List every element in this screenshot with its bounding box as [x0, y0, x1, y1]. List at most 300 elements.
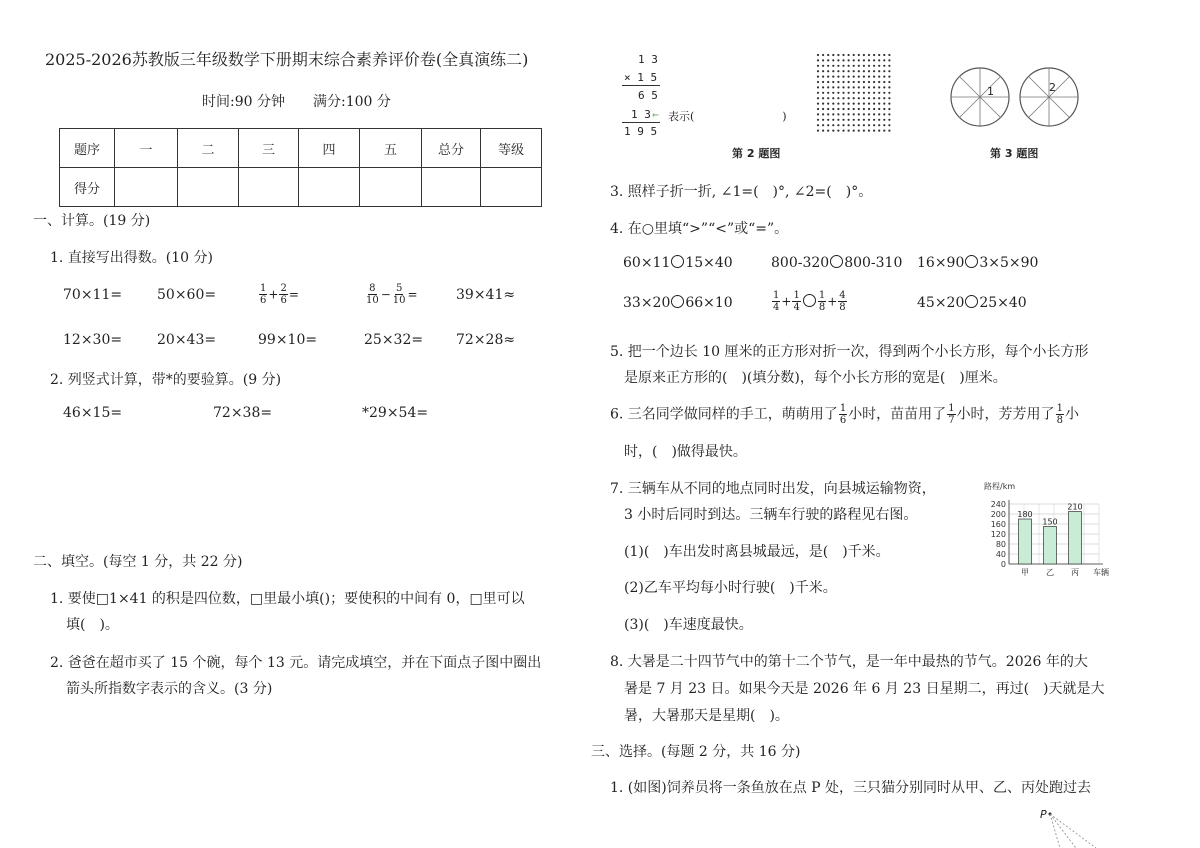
calc-item-fraction-sum: $\frac{1}{6}$ + $\frac{2}{6}$ = — [260, 283, 299, 306]
grid-dot — [888, 70, 890, 72]
grid-dot — [873, 130, 875, 132]
y-tick-label: 160 — [990, 520, 1006, 529]
grid-dot — [853, 65, 855, 67]
score-cell[interactable] — [299, 168, 360, 207]
arrow-annotation: 表示( ) — [668, 110, 787, 123]
grid-dot — [888, 59, 890, 61]
score-cell[interactable] — [481, 168, 542, 207]
part1-title: 一、计算。(19 分) — [33, 213, 151, 229]
score-table — [59, 128, 542, 207]
grid-dot — [832, 103, 834, 105]
question-7-sub1: (1)( )车出发时离县城最远，是( )千米。 — [624, 544, 890, 560]
grid-dot — [873, 124, 875, 126]
grid-dot — [848, 108, 850, 110]
grid-dot — [822, 70, 824, 72]
grid-dot — [873, 54, 875, 56]
grid-dot — [837, 113, 839, 115]
grid-dot — [832, 81, 834, 83]
grid-dot — [873, 59, 875, 61]
grid-dot — [842, 103, 844, 105]
grid-dot — [853, 76, 855, 78]
grid-dot — [842, 130, 844, 132]
grid-dot — [878, 97, 880, 99]
grid-dot — [888, 108, 890, 110]
grid-dot — [863, 108, 865, 110]
grid-dot — [837, 59, 839, 61]
grid-dot — [837, 76, 839, 78]
grid-dot — [868, 119, 870, 121]
grid-dot — [853, 81, 855, 83]
grid-dot — [883, 92, 885, 94]
grid-dot — [822, 119, 824, 121]
grid-dot — [868, 97, 870, 99]
grid-dot — [873, 81, 875, 83]
distance-bar-chart — [983, 480, 1113, 578]
grid-dot — [832, 119, 834, 121]
grid-dot — [817, 119, 819, 121]
grid-dot — [868, 130, 870, 132]
grid-dot — [837, 119, 839, 121]
grid-dot — [817, 97, 819, 99]
bar — [1019, 519, 1032, 564]
grid-dot — [878, 86, 880, 88]
figure-2-multiplication — [620, 50, 800, 160]
y-tick-label: 240 — [990, 500, 1006, 509]
grid-dot — [873, 108, 875, 110]
grid-dot — [888, 76, 890, 78]
question-7-line2: 3 小时后同时到达。三辆车行驶的路程见右图。 — [624, 507, 918, 523]
grid-dot — [822, 124, 824, 126]
grid-dot — [837, 54, 839, 56]
grid-dot — [883, 113, 885, 115]
grid-dot — [848, 103, 850, 105]
grid-dot — [822, 97, 824, 99]
score-table-header: 题序 — [60, 129, 115, 168]
grid-dot — [837, 97, 839, 99]
grid-dot — [837, 70, 839, 72]
grid-dot — [888, 130, 890, 132]
grid-dot — [853, 108, 855, 110]
grid-dot — [827, 65, 829, 67]
grid-dot — [832, 65, 834, 67]
grid-dot — [848, 76, 850, 78]
grid-dot — [817, 59, 819, 61]
grid-dot — [827, 54, 829, 56]
grid-dot — [817, 54, 819, 56]
grid-dot — [868, 81, 870, 83]
grid-dot — [827, 81, 829, 83]
grid-dot — [853, 70, 855, 72]
grid-dot — [858, 103, 860, 105]
grid-dot — [837, 65, 839, 67]
grid-dot — [878, 81, 880, 83]
grid-dot — [837, 81, 839, 83]
score-table-header: 总分 — [422, 129, 481, 168]
grid-dot — [853, 92, 855, 94]
compare-item-fractions: $\frac{1}{4}$ + $\frac{1}{4}$ $\frac{1}{8}$ + $\frac{4}{8}$ — [773, 290, 846, 313]
score-cell[interactable] — [178, 168, 239, 207]
grid-dot — [873, 103, 875, 105]
data-label: 210 — [1067, 502, 1083, 512]
grid-dot — [873, 92, 875, 94]
grid-dot — [868, 124, 870, 126]
grid-dot — [858, 86, 860, 88]
question-8-line2: 暑是 7 月 23 日。如果今天是 2026 年 6 月 23 日星期二，再过( )天就是大 — [624, 681, 1105, 697]
grid-dot — [873, 97, 875, 99]
grid-dot — [832, 108, 834, 110]
compare-circle[interactable] — [965, 255, 978, 268]
grid-dot — [848, 65, 850, 67]
grid-dot — [883, 86, 885, 88]
grid-dot — [817, 86, 819, 88]
grid-dot — [822, 59, 824, 61]
angle-1-label: 1 — [987, 85, 994, 98]
grid-dot — [878, 124, 880, 126]
calc-item: 72×28≈ — [456, 332, 516, 348]
grid-dot — [837, 130, 839, 132]
grid-dot — [873, 119, 875, 121]
grid-dot — [878, 92, 880, 94]
grid-dot — [853, 97, 855, 99]
x-tick-label: 丙 — [1071, 568, 1079, 577]
grid-dot — [868, 65, 870, 67]
bar — [1069, 512, 1082, 565]
grid-dot — [832, 92, 834, 94]
grid-dot — [883, 81, 885, 83]
score-cell[interactable] — [115, 168, 178, 207]
angle-2-label: 2 — [1049, 81, 1056, 94]
grid-dot — [888, 103, 890, 105]
grid-dot — [878, 70, 880, 72]
grid-dot — [822, 103, 824, 105]
calc-item: 50×60= — [157, 287, 217, 303]
compare-item: 16×90 3×5×90 — [917, 255, 1039, 271]
question-8-line3: 暑，大暑那天是星期( )。 — [624, 708, 789, 724]
part2-q2-line1: 2. 爸爸在超市买了 15 个碗，每个 13 元。请完成填空，并在下面点子图中圈出 — [50, 655, 542, 671]
grid-dot — [842, 81, 844, 83]
question-6-line1: 6. 三名同学做同样的手工，萌萌用了 $\frac{1}{6}$ 小时，苗苗用了 $\frac{1}{7}$ 小时，芳芳用了 $\frac{1}{8}$ 小 — [610, 403, 1079, 426]
part2-q1-line1: 1. 要使□1×41 的积是四位数，□里最小填()；要使积的中间有 0，□里可以 — [50, 591, 525, 607]
compare-circle[interactable] — [671, 255, 684, 268]
grid-dot — [842, 108, 844, 110]
grid-dot — [858, 108, 860, 110]
question-5-line2: 是原来正方形的( )(填分数)，每个小长方形的宽是( )厘米。 — [624, 370, 1007, 386]
grid-dot — [822, 113, 824, 115]
grid-dot — [888, 97, 890, 99]
grid-dot — [888, 119, 890, 121]
grid-dot — [863, 70, 865, 72]
score-table-header: 等级 — [481, 129, 542, 168]
grid-dot — [827, 92, 829, 94]
calc-item: 12×30= — [63, 332, 123, 348]
grid-dot — [832, 59, 834, 61]
grid-dot — [822, 108, 824, 110]
grid-dot — [827, 70, 829, 72]
grid-dot — [883, 59, 885, 61]
grid-dot — [848, 70, 850, 72]
grid-dot — [878, 65, 880, 67]
question-7-sub2: (2)乙车平均每小时行驶( )千米。 — [624, 580, 837, 596]
y-axis-label: 路程/km — [984, 482, 1016, 491]
grid-dot — [878, 59, 880, 61]
grid-dot — [863, 76, 865, 78]
figure-3-caption: 第 3 题图 — [990, 147, 1039, 160]
grid-dot — [837, 86, 839, 88]
grid-dot — [868, 54, 870, 56]
mult-line: 1 3 — [631, 108, 651, 121]
grid-dot — [888, 54, 890, 56]
grid-dot — [832, 54, 834, 56]
grid-dot — [858, 119, 860, 121]
score-row-label: 得分 — [60, 168, 115, 207]
grid-dot — [888, 92, 890, 94]
grid-dot — [853, 124, 855, 126]
calc-item: 70×11= — [63, 287, 123, 303]
grid-dot — [878, 119, 880, 121]
grid-dot — [883, 119, 885, 121]
grid-dot — [822, 86, 824, 88]
mult-rule — [622, 85, 660, 86]
grid-dot — [848, 124, 850, 126]
grid-dot — [858, 97, 860, 99]
grid-dot — [842, 86, 844, 88]
question-7-line1: 7. 三辆车从不同的地点同时出发，向县城运输物资， — [610, 481, 936, 497]
grid-dot — [827, 130, 829, 132]
grid-dot — [868, 70, 870, 72]
grid-dot — [853, 103, 855, 105]
grid-dot — [817, 70, 819, 72]
grid-dot — [822, 130, 824, 132]
grid-dot — [817, 124, 819, 126]
compare-circle[interactable] — [803, 294, 816, 307]
grid-dot — [848, 119, 850, 121]
grid-dot — [817, 76, 819, 78]
grid-dot — [832, 124, 834, 126]
grid-dot — [842, 65, 844, 67]
grid-dot — [863, 124, 865, 126]
grid-dot — [817, 108, 819, 110]
grid-dot — [827, 76, 829, 78]
grid-dot — [883, 65, 885, 67]
grid-dot — [837, 103, 839, 105]
score-table-header: 四 — [299, 129, 360, 168]
grid-dot — [878, 113, 880, 115]
data-label: 150 — [1042, 517, 1058, 527]
point-p-label: P — [1040, 808, 1047, 821]
question-5-line1: 5. 把一个边长 10 厘米的正方形对折一次，得到两个小长方形，每个小长方形 — [610, 344, 1089, 360]
score-table-header: 二 — [178, 129, 239, 168]
y-tick-label: 80 — [995, 540, 1006, 549]
grid-dot — [837, 124, 839, 126]
grid-dot — [883, 130, 885, 132]
score-table-header: 五 — [360, 129, 422, 168]
question-4-title: 4. 在○里填“>”“<”或“=”。 — [610, 221, 789, 237]
grid-dot — [863, 59, 865, 61]
grid-dot — [848, 92, 850, 94]
grid-dot — [863, 97, 865, 99]
grid-dot — [842, 92, 844, 94]
compare-item: 45×20 25×40 — [917, 295, 1027, 311]
grid-dot — [888, 81, 890, 83]
grid-dot — [848, 54, 850, 56]
grid-dot — [868, 113, 870, 115]
grid-dot — [832, 76, 834, 78]
grid-dot — [883, 54, 885, 56]
question-6-line2: 时，( )做得最快。 — [624, 444, 747, 460]
score-cell[interactable] — [360, 168, 422, 207]
grid-dot — [873, 86, 875, 88]
grid-dot — [822, 54, 824, 56]
grid-dot — [842, 124, 844, 126]
full-score-label: 满分:100 分 — [313, 94, 391, 110]
data-label: 180 — [1017, 510, 1033, 519]
calc-item: 20×43= — [157, 332, 217, 348]
vertical-calc-item: *29×54= — [362, 405, 429, 421]
grid-dot — [842, 119, 844, 121]
figure-2-caption: 第 2 题图 — [732, 147, 781, 160]
grid-dot — [848, 113, 850, 115]
y-tick-label: 200 — [990, 510, 1006, 519]
compare-item: 33×20 66×10 — [623, 295, 733, 311]
grid-dot — [873, 76, 875, 78]
grid-dot — [883, 76, 885, 78]
grid-dot — [842, 113, 844, 115]
grid-dot — [858, 124, 860, 126]
cat-fish-figure — [1040, 804, 1100, 848]
mult-line: × 1 5 — [624, 71, 658, 84]
grid-dot — [868, 59, 870, 61]
grid-dot — [878, 108, 880, 110]
grid-dot — [832, 70, 834, 72]
compare-item: 60×11 15×40 — [623, 255, 733, 271]
calc-item-fraction-diff: $\frac{8}{10}$ − $\frac{5}{10}$ = — [366, 283, 418, 306]
compare-circle[interactable] — [830, 255, 843, 268]
grid-dot — [837, 108, 839, 110]
grid-dot — [863, 119, 865, 121]
grid-dot — [853, 130, 855, 132]
grid-dot — [837, 92, 839, 94]
grid-dot — [853, 113, 855, 115]
question-8-line1: 8. 大暑是二十四节气中的第十二个节气，是一年中最热的节气。2026 年的大 — [610, 654, 1088, 670]
grid-dot — [848, 86, 850, 88]
part2-title: 二、填空。(每空 1 分，共 22 分) — [33, 554, 243, 570]
grid-dot — [858, 92, 860, 94]
page-title: 2025-2026苏教版三年级数学下册期末综合素养评价卷(全真演练二) — [45, 50, 529, 69]
circle-2 — [1020, 68, 1078, 126]
grid-dot — [868, 108, 870, 110]
compare-circle[interactable] — [671, 295, 684, 308]
grid-dot — [858, 113, 860, 115]
circle-1 — [951, 68, 1009, 126]
question-7-sub3: (3)( )车速度最快。 — [624, 617, 753, 633]
grid-dot — [873, 113, 875, 115]
grid-dot — [842, 54, 844, 56]
grid-dot — [858, 130, 860, 132]
score-cell[interactable] — [422, 168, 481, 207]
grid-dot — [883, 103, 885, 105]
x-tick-label: 乙 — [1046, 568, 1054, 577]
grid-dot — [888, 124, 890, 126]
grid-dot — [863, 92, 865, 94]
calc-item: 25×32= — [364, 332, 424, 348]
grid-dot — [868, 92, 870, 94]
x-tick-label: 甲 — [1021, 568, 1029, 577]
bar — [1044, 527, 1057, 565]
grid-dot — [817, 113, 819, 115]
grid-dot — [817, 65, 819, 67]
grid-dot — [832, 86, 834, 88]
grid-dot — [817, 130, 819, 132]
grid-dot — [827, 59, 829, 61]
grid-dot — [878, 76, 880, 78]
question-3: 3. 照样子折一折, ∠1=( )°, ∠2=( )°。 — [610, 184, 873, 200]
grid-dot — [858, 65, 860, 67]
grid-dot — [853, 54, 855, 56]
calc-item: 39×41≈ — [456, 287, 516, 303]
grid-dot — [827, 119, 829, 121]
mult-rule — [622, 122, 660, 123]
score-table-header: 一 — [115, 129, 178, 168]
grid-dot — [822, 81, 824, 83]
grid-dot — [817, 103, 819, 105]
grid-dot — [883, 108, 885, 110]
grid-dot — [858, 59, 860, 61]
compare-circle[interactable] — [965, 295, 978, 308]
grid-dot — [883, 97, 885, 99]
calc-item: 99×10= — [258, 332, 318, 348]
grid-dot — [817, 92, 819, 94]
arrow-left-icon: ← — [652, 108, 659, 121]
grid-dot — [832, 97, 834, 99]
grid-dot — [863, 65, 865, 67]
grid-dot — [878, 103, 880, 105]
grid-dot — [853, 59, 855, 61]
grid-dot — [858, 70, 860, 72]
grid-dot — [842, 70, 844, 72]
grid-dot — [848, 59, 850, 61]
grid-dot — [863, 81, 865, 83]
grid-dot — [822, 76, 824, 78]
grid-dot — [817, 81, 819, 83]
y-tick-label: 40 — [995, 550, 1006, 559]
compare-item: 800-320 800-310 — [771, 255, 903, 271]
grid-dot — [827, 86, 829, 88]
grid-dot — [827, 108, 829, 110]
grid-dot — [842, 76, 844, 78]
part1-q1-title: 1. 直接写出得数。(10 分) — [50, 250, 213, 266]
mult-line: 1 3 — [638, 53, 658, 66]
grid-dot — [888, 113, 890, 115]
grid-dot — [848, 130, 850, 132]
grid-dot — [873, 70, 875, 72]
grid-dot — [842, 59, 844, 61]
grid-dot — [832, 130, 834, 132]
part2-q1-line2: 填( )。 — [66, 617, 119, 633]
grid-dot — [853, 119, 855, 121]
score-cell[interactable] — [239, 168, 299, 207]
x-axis-label: 车辆 — [1093, 568, 1109, 577]
score-table-header: 三 — [239, 129, 299, 168]
grid-dot — [832, 113, 834, 115]
part2-q2-line2: 箭头所指数字表示的含义。(3 分) — [66, 681, 273, 697]
grid-dot — [822, 65, 824, 67]
grid-dot — [863, 130, 865, 132]
grid-dot — [848, 97, 850, 99]
grid-dot — [863, 86, 865, 88]
y-tick-label: 120 — [990, 530, 1006, 539]
grid-dot — [888, 86, 890, 88]
grid-dot — [883, 70, 885, 72]
